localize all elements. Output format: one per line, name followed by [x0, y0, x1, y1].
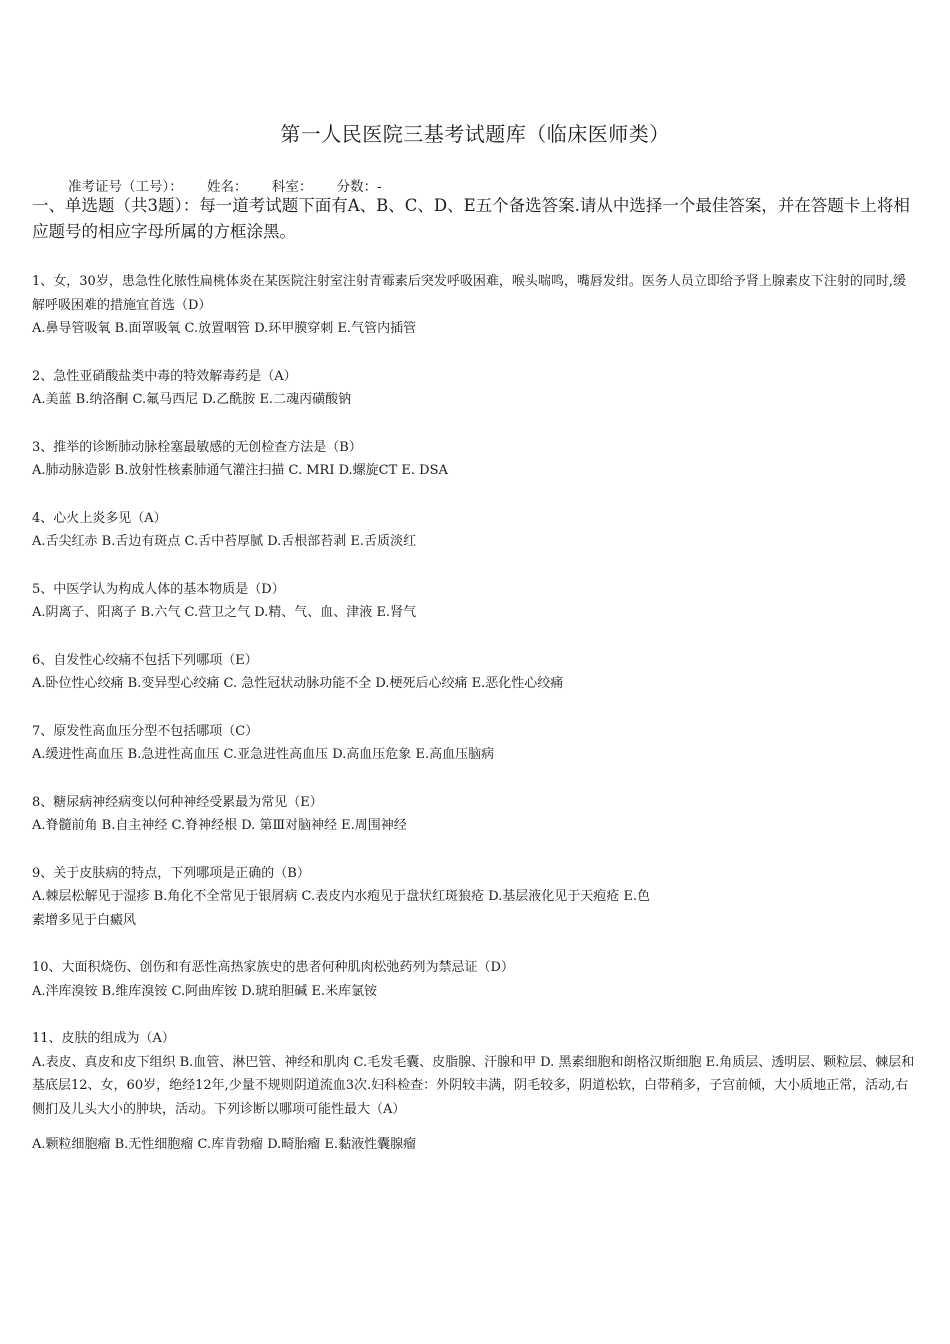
question-options: A.棘层松解见于湿疹 B.角化不全常见于银屑病 C.表皮内水疱见于盘状红斑狼疮 D.基层液化见于天疱疮 E.色素增多见于白癜风 [32, 889, 651, 928]
question-item [32, 649, 917, 696]
exam-number-label: 准考证号（工号）： [68, 179, 183, 195]
question-item [32, 791, 917, 838]
section-heading: 一、单选题（共3题）：每一道考试题下面有A、B、C、D、E五个备选答案.请从中选择一个最佳答案，并在答题卡上将相应题号的相应字母所属的方框涂黑。 [32, 196, 910, 241]
question-stem: 3、推举的诊断肺动脉栓塞最敏感的无创检查方法是（B） [32, 439, 362, 455]
question-stem: 11、皮肤的组成为（A） [32, 1031, 175, 1046]
question-stem: 4、心火上炎多见（A） [32, 510, 167, 526]
question-options: A.阴离子、阳离子 B.六气 C.营卫之气 D.精、气、血、津液 E.肾气 [32, 605, 417, 620]
question-stem: 1、女，30岁，患急性化脓性扁桃体炎在某医院注射室注射青霉素后突发呼吸困难，喉头喘鸣，嘴唇发绀。医务人员立即给予肾上腺素皮下注射的同时,缓解呼吸困难的措施宜首选（D） [32, 274, 906, 313]
question-item [32, 1133, 917, 1157]
page-title: 第一人民医院三基考试题库（临床医师类） [280, 122, 670, 146]
question-stem: 6、自发性心绞痛不包括下列哪项（E） [32, 652, 258, 668]
question-item [32, 1027, 917, 1121]
question-options: A.鼻导管吸氧 B.面罩吸氧 C.放置咽管 D.环甲膜穿刺 E.气管内插管 [32, 321, 417, 336]
department-label: 科室： [271, 179, 313, 195]
question-item [32, 578, 917, 625]
exam-info-line [68, 175, 392, 195]
question-item [32, 270, 917, 341]
question-stem: 2、急性亚硝酸盐类中毒的特效解毒药是（A） [32, 368, 297, 384]
question-options: A.表皮、真皮和皮下组织 B.血管、淋巴管、神经和肌肉 C.毛发毛囊、皮脂腺、汗腺和甲 D. 黑素细胞和朗格汉斯细胞 E.角质层、透明层、颗粒层、棘层和基底层12、女，60岁，绝经12年,少量不规则阴道流血3次.妇科检查：外阴较丰满，阴毛较多，阴道松软，白带稍多，子宫前倾，大小质地正常，活动,右侧扪及儿头大小的肿块，活动。下列诊断以哪项可能性最大（A） [32, 1054, 915, 1117]
question-stem: 10、大面积烧伤、创伤和有恶性高热家族史的患者何种肌肉松弛药列为禁忌证（D） [32, 960, 514, 975]
question-item [32, 956, 917, 1003]
question-item [32, 507, 917, 554]
question-options: A.舌尖红赤 B.舌边有斑点 C.舌中苔厚腻 D.舌根部苔剥 E.舌质淡红 [32, 534, 417, 549]
question-item [32, 365, 917, 412]
name-label: 姓名： [207, 179, 248, 195]
question-options: A.美蓝 B.纳洛酮 C.氟马西尼 D.乙酰胺 E.二魂丙磺酸钠 [32, 392, 352, 407]
question-list [32, 270, 917, 1181]
question-item [32, 862, 917, 933]
question-stem: 5、中医学认为构成人体的基本物质是（D） [32, 581, 285, 597]
question-options: A.泮库溴铵 B.维库溴铵 C.阿曲库铵 D.琥珀胆碱 E.米库氯铵 [32, 983, 378, 999]
question-stem: 9、关于皮肤病的特点，下列哪项是正确的（B） [32, 865, 310, 881]
question-item [32, 436, 917, 483]
question-options: A.卧位性心绞痛 B.变异型心绞痛 C. 急性冠状动脉功能不全 D.梗死后心绞痛 E.恶化性心绞痛 [32, 676, 564, 691]
question-options: A.颗粒细胞瘤 B.无性细胞瘤 C.库肯勃瘤 D.畸胎瘤 E.黏液性囊腺瘤 [32, 1137, 417, 1152]
question-options: A.缓进性高血压 B.急进性高血压 C.亚急进性高血压 D.高血压危象 E.高血压脑病 [32, 747, 495, 762]
question-stem: 7、原发性高血压分型不包括哪项（C） [32, 723, 259, 739]
question-options: A.脊髓前角 B.自主神经 C.脊神经根 D. 第Ⅲ对脑神经 E.周围神经 [32, 818, 407, 833]
question-stem: 8、糖尿病神经病变以何种神经受累最为常见（E） [32, 794, 323, 810]
question-item [32, 720, 917, 767]
question-options: A.肺动脉造影 B.放射性核素肺通气灌注扫描 C. MRI D.螺旋CT E. DSA [32, 463, 448, 478]
score-label: 分数：- [336, 179, 382, 195]
